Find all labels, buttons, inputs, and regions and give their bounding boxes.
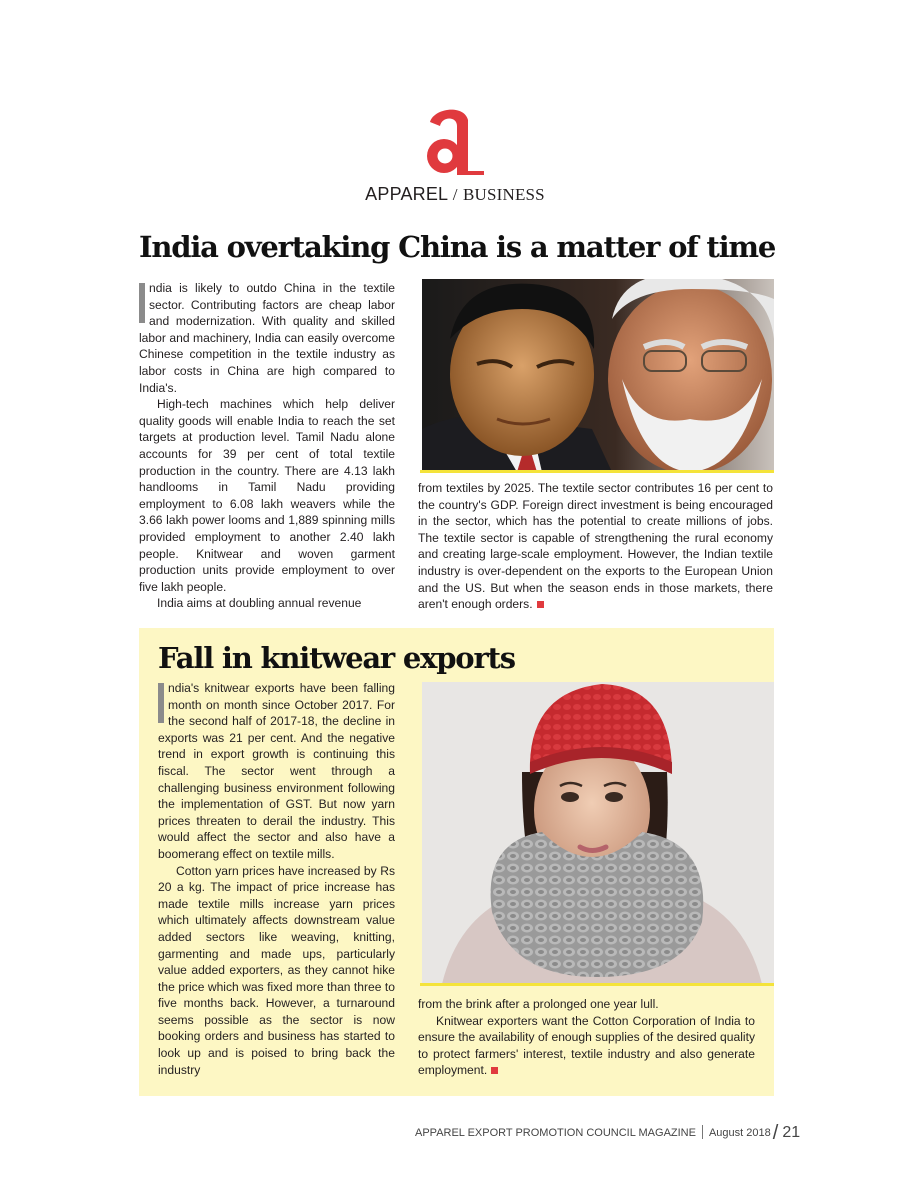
article-body-column-left xyxy=(158,680,395,1078)
footer-slash: / xyxy=(772,1122,779,1144)
paragraph: ndia is likely to outdo China in the textile sector. Contributing factors are cheap labor and modernization. With quality and skilled labor and machinery, India can easily overcome Chinese competition in the textile industry as labor costs in China are high compared to India's. xyxy=(139,281,395,395)
paragraph: ndia's knitwear exports have been falling month on month since October 2017. For the second half of 2017-18, the decline in exports was 21 per cent. And the negative trend in export growth is continuing this fiscal. The sector went through a challenging business environment following the implementation of GST. But now yarn prices threaten to derail the industry. This would affect the sector and also have a boomerang effect on textile mills. xyxy=(158,681,395,861)
article-body-column-left xyxy=(139,280,395,612)
paragraph: High-tech machines which help deliver quality goods will enable India to reach the set targets at production level. Tamil Nadu alone accounts for 39 per cent of total textile production in the country. There are 4.13 lakh handlooms in Tamil Nadu providing employment to 6.08 lakh weavers while the 3.66 lakh power looms and 1,889 spinning mills provided employment to another 2.40 lakh people. Knitwear and woven garment production units provide employment to over five lakh people. xyxy=(139,397,395,594)
paragraph: from textiles by 2025. The textile sector contributes 16 per cent to the country's GDP. Foreign direct investment is being encouraged in the sector, which has the potential to create millions of jobs. The textile sector is capable of strengthening the rural economy and creating large-scale employment. However, the Indian textile industry is over-dependent on the exports to the European Union and the US. But when the season ends in those markets, there aren't enough orders. xyxy=(418,481,773,612)
article-title: Fall in knitwear exports xyxy=(158,641,515,675)
photo-underline xyxy=(420,470,774,473)
page-number: 21 xyxy=(782,1124,801,1141)
paragraph: India aims at doubling annual revenue xyxy=(157,596,362,611)
paragraph: Cotton yarn prices have increased by Rs 20 a kg. The impact of price increase has made textile mills increase yarn prices which ultimately affects downstream value added sectors like weaving, knitting, garmenting and made ups, particularly value added exporters, as they cannot hike the price which was fixed more than three to five months back. However, a turnaround seems possible as the sector is now booking orders and business has started to look up and is poised to bring back the industry xyxy=(158,863,395,1077)
subsection-name: BUSINESS xyxy=(462,185,545,204)
paragraph: from the brink after a prolonged one year lull. xyxy=(418,997,659,1011)
section-separator: / xyxy=(452,185,458,204)
end-mark-icon xyxy=(537,601,544,608)
drop-cap-bar xyxy=(139,283,145,323)
end-mark-icon xyxy=(491,1067,498,1074)
magazine-logo xyxy=(424,104,486,176)
photo-underline xyxy=(420,983,774,986)
page-footer xyxy=(415,1122,801,1145)
article-body-column-right xyxy=(418,996,755,1079)
magazine-name: APPAREL EXPORT PROMOTION COUNCIL MAGAZINE xyxy=(415,1127,696,1139)
leaders-photo-illustration xyxy=(422,279,774,472)
knitwear-model-photo xyxy=(422,682,774,984)
issue-date: August 2018 xyxy=(708,1127,771,1139)
article-title: India overtaking China is a matter of time xyxy=(139,230,776,264)
footer-divider xyxy=(702,1125,703,1139)
section-label xyxy=(340,184,570,205)
drop-cap-bar xyxy=(158,683,164,723)
knitwear-model-illustration xyxy=(422,682,774,984)
paragraph: Knitwear exporters want the Cotton Corporation of India to ensure the availability of enough supplies of the desired quality to protect farmers' interest, textile industry and also generate employment. xyxy=(418,1013,755,1078)
article-body-column-right xyxy=(418,480,773,613)
section-name: APPAREL xyxy=(365,184,448,204)
leaders-photo xyxy=(422,279,774,472)
